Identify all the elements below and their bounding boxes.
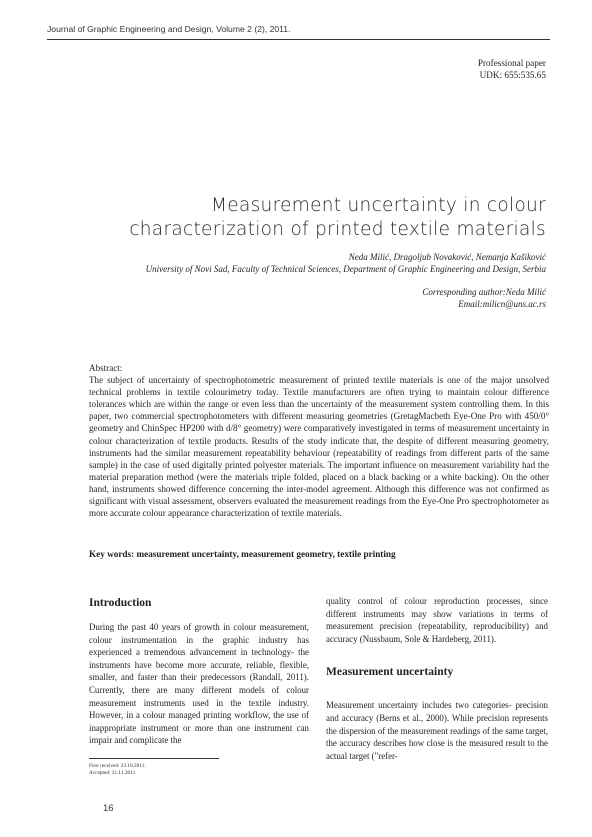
keywords: Key words: measurement uncertainty, measurement geometry, textile printing — [89, 549, 396, 559]
left-column — [89, 596, 309, 747]
footnote-received: First received: 23.10.2011. — [89, 763, 146, 769]
introduction-paragraph: During the past 40 years of growth in colour measurement, colour instrumentation in the graphic industry has experienced a tremendous advancement in technology- the instruments have become more accurate, reliable, flexible, smaller, and faster than their predecessors (Randall, 2011). Currently, there are many different models of colour measurement instruments used in the textile industry. However, in a colour managed printing workflow, the use of inappropriate instrument or more than one instrument can impair and complicate the — [89, 622, 309, 746]
continued-paragraph: quality control of colour reproduction processes, since different instruments may show variations in terms of measurement precision (repeatability, reproducibility) and accuracy (Nussbaum, Sole & Hardeberg, 2011). — [326, 596, 548, 644]
footnote-accepted: Accepted: 31.11.2011. — [89, 769, 137, 776]
section-heading-introduction: Introduction — [89, 597, 152, 609]
right-column — [326, 595, 548, 762]
footnote-rule — [89, 758, 219, 759]
journal-header: Journal of Graphic Engineering and Design, Volume 2 (2), 2011. — [47, 24, 291, 34]
corresponding-author: Corresponding author:Neda Milić — [422, 287, 546, 297]
udk-code: UDK: 655:535.65 — [479, 70, 546, 80]
page-number: 16 — [103, 803, 114, 814]
abstract — [89, 362, 549, 519]
footnote — [89, 763, 146, 776]
paper-meta — [478, 57, 546, 81]
affiliation: University of Novi Sad, Faculty of Technical Sciences, Department of Graphic Engineering and Design, Serbia — [145, 264, 546, 274]
abstract-label: Abstract: — [89, 363, 123, 373]
email: Email:milicn@uns.ac.rs — [458, 299, 546, 309]
section-heading-measurement-uncertainty: Measurement uncertainty — [326, 666, 454, 679]
abstract-text: The subject of uncertainty of spectrophotometric measurement of printed textile materials is one of the major unsolved technical problems in textile colourimetry today. Textile manufacturers are often trying to maintain colour difference tolerances which are within the range or even less than the uncertainty of the measurement system controlling them. In this paper, two commercial spectrophotometers with different measuring geometries (GretagMacbeth Eye-One Pro with 450/0° geometry and ChinSpec HP200 with d/8° geometry) were comparatively investigated in terms of measurement uncertainty in colour characterization of textile products. Results of the study indicate that, the despite of different measuring geometry, instruments had the similar measurement repeatability behaviour (repeatability of readings from different parts of the same sample) in the case of used digitally printed polyester materials. The important influence on measurement variability had the material preparation method (were the materials triple folded, placed on a black backing or a white backing). On the other hand, instruments showed difference concerning the inter-model agreement. Although this difference was not confirmed as significant with visual assessment, observers evaluated the measurement readings from the Eye-One Pro spectrophotometer as more accurate colour appearance characterization of textile materials. — [89, 375, 549, 519]
paper-type: Professional paper — [477, 58, 546, 68]
title-line: characterization of printed textile materials — [129, 219, 546, 240]
authors: Neda Milić, Dragoljub Novaković, Nemanja Kašiković — [348, 252, 546, 262]
correspondence — [422, 286, 546, 310]
title-line: Measurement uncertainty in colour — [211, 195, 546, 216]
header-rule — [47, 39, 550, 40]
paper-title — [129, 194, 546, 242]
measurement-uncertainty-paragraph: Measurement uncertainty includes two categories- precision and accuracy (Berns et al., 2000). While precision represents the dispersion of the measurement readings of the same target, the accuracy describes how close is the measured result to the actual target ("refer- — [326, 700, 548, 761]
